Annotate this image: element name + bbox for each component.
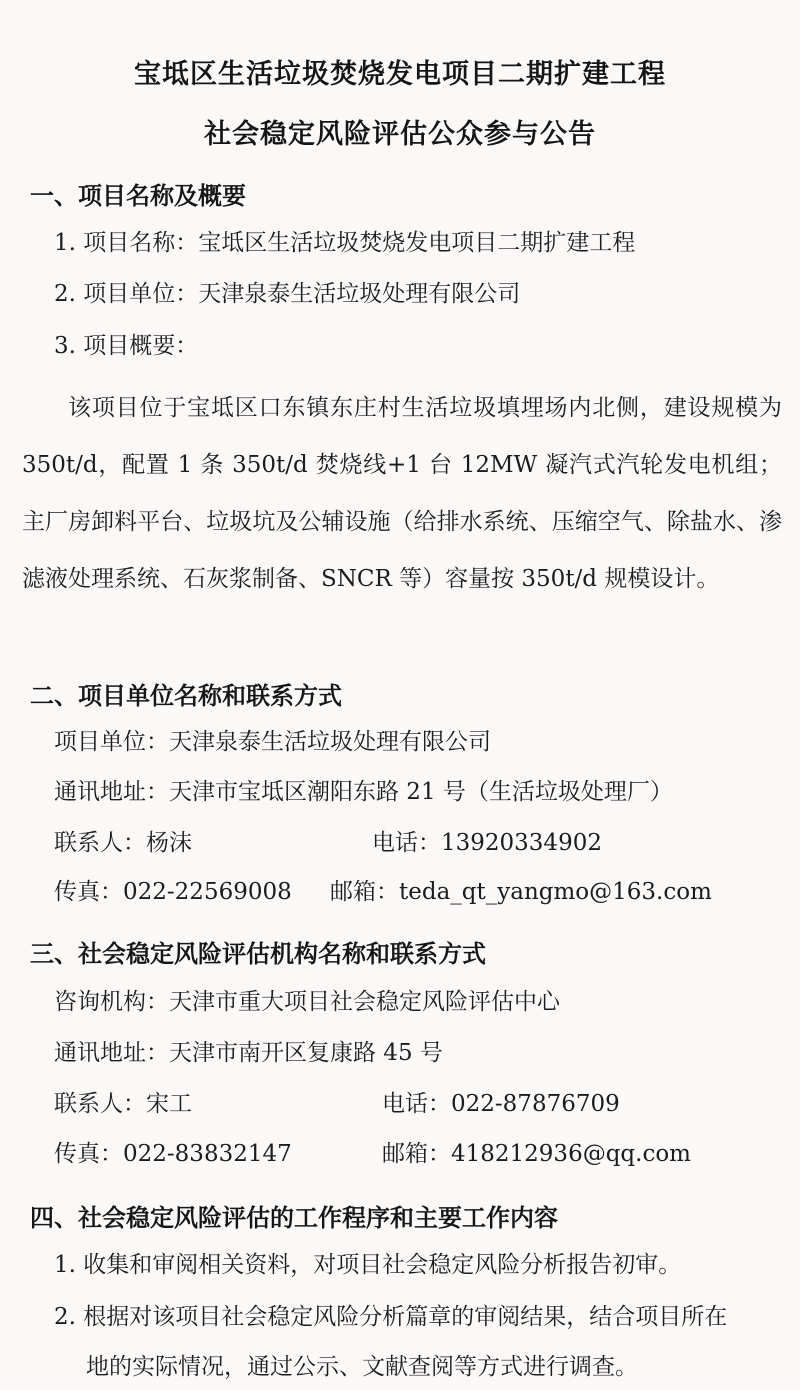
section2-unit: 项目单位：天津泉泰生活垃圾处理有限公司: [54, 729, 491, 755]
document-title-line1: 宝坻区生活垃圾焚烧发电项目二期扩建工程: [134, 59, 666, 90]
section2-heading: 二、项目单位名称和联系方式: [30, 682, 342, 710]
section2-phone: 电话：13920334902: [372, 830, 602, 856]
section3-address: 通讯地址：天津市南开区复康路 45 号: [54, 1040, 443, 1066]
section3-heading: 三、社会稳定风险评估机构名称和联系方式: [30, 940, 486, 968]
section3-agency: 咨询机构：天津市重大项目社会稳定风险评估中心: [54, 989, 560, 1015]
section4-item2-line2: 地的实际情况，通过公示、文献查阅等方式进行调查。: [86, 1354, 638, 1380]
section1-item1: 1. 项目名称：宝坻区生活垃圾焚烧发电项目二期扩建工程: [54, 230, 636, 256]
section2-address: 通讯地址：天津市宝坻区潮阳东路 21 号（生活垃圾处理厂）: [54, 779, 673, 805]
section2-email: 邮箱：teda_qt_yangmo@163.com: [330, 879, 712, 905]
section1-summary-paragraph: [22, 380, 782, 608]
section3-email: 邮箱：418212936@qq.com: [382, 1141, 691, 1167]
section1-item2: 2. 项目单位：天津泉泰生活垃圾处理有限公司: [54, 281, 521, 307]
section2-fax: 传真：022-22569008: [54, 879, 292, 905]
section4-item1: 1. 收集和审阅相关资料，对项目社会稳定风险分析报告初审。: [54, 1252, 682, 1278]
document-title-line2: 社会稳定风险评估公众参与公告: [204, 119, 596, 150]
section1-heading: 一、项目名称及概要: [30, 182, 246, 210]
section1-item3: 3. 项目概要：: [54, 333, 199, 359]
section3-phone: 电话：022-87876709: [382, 1091, 620, 1117]
section2-contact: 联系人：杨沫: [54, 830, 192, 856]
section3-contact: 联系人：宋工: [54, 1091, 192, 1117]
section4-heading: 四、社会稳定风险评估的工作程序和主要工作内容: [30, 1204, 558, 1232]
summary-text: 该项目位于宝坻区口东镇东庄村生活垃圾填埋场内北侧，建设规模为350t/d，配置 1 条 350t/d 焚烧线+1 台 12MW 凝汽式汽轮发电机组；主厂房卸料平台、垃圾坑及公辅设施（给排水系统、压缩空气、除盐水、渗滤液处理系统、石灰浆制备、SNCR 等）容量按 350t/d 规模设计。: [22, 395, 782, 592]
section3-fax: 传真：022-83832147: [54, 1141, 292, 1167]
section4-item2-line1: 2. 根据对该项目社会稳定风险分析篇章的审阅结果，结合项目所在: [54, 1304, 728, 1330]
